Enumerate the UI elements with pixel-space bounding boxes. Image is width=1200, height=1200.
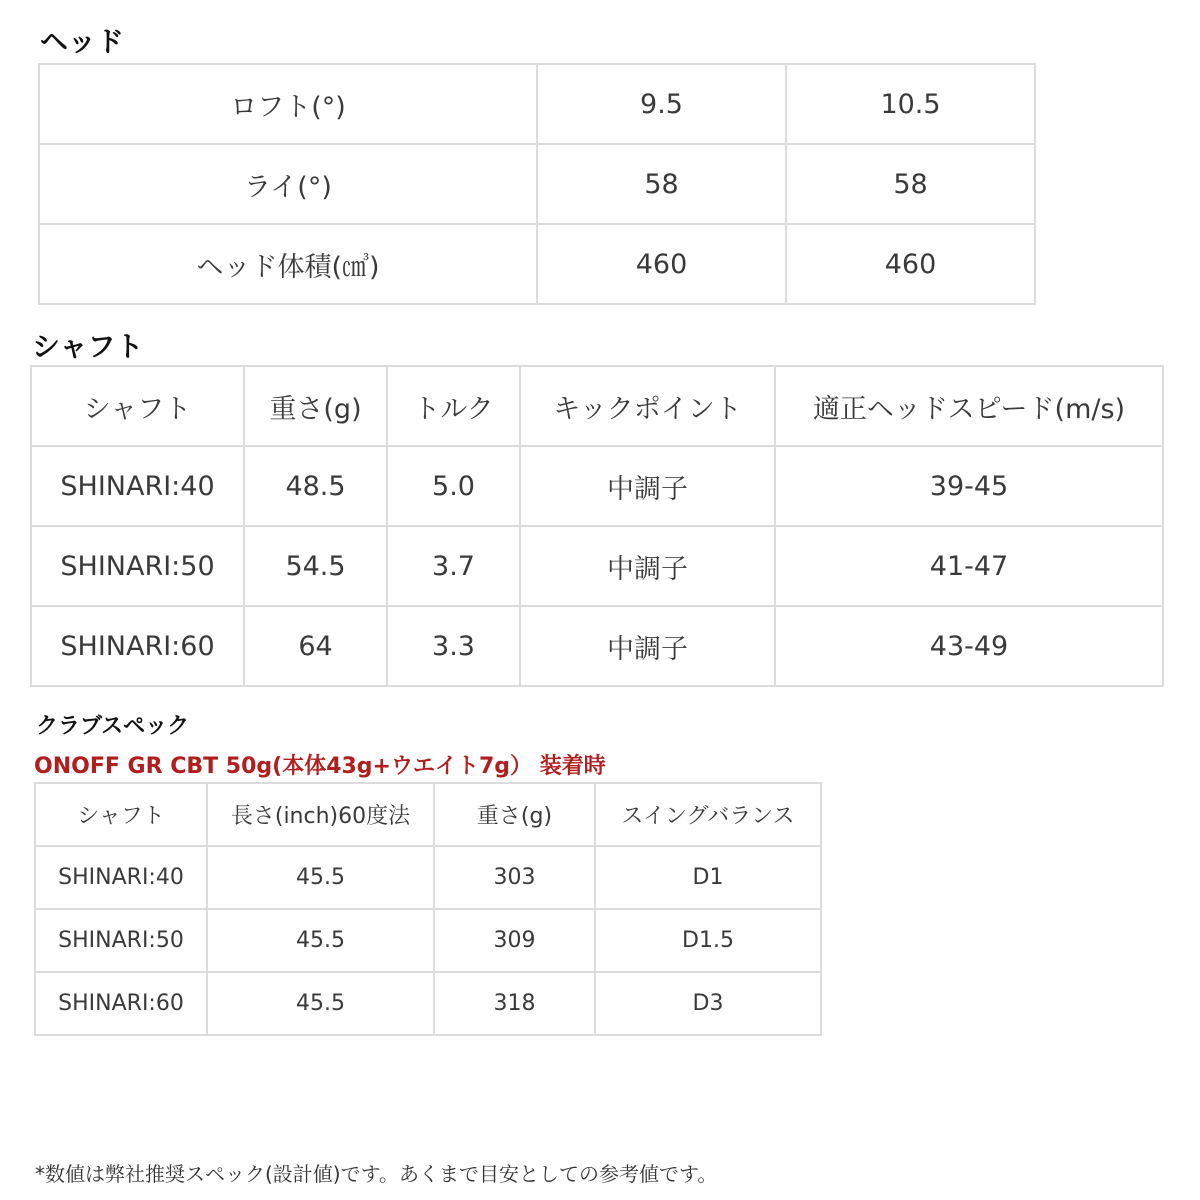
head-value-cell: 58 — [537, 144, 786, 224]
head-label-loft: ロフト(°) — [39, 64, 537, 144]
column-header: 長さ(inch)60度法 — [207, 783, 434, 846]
club-section-title: クラブスペック — [36, 714, 190, 739]
column-header: キックポイント — [520, 366, 775, 446]
table-cell: 318 — [434, 972, 595, 1035]
table-row — [35, 972, 821, 1035]
column-header: シャフト — [35, 783, 207, 846]
shaft-spec-table — [30, 365, 1164, 687]
table-cell: 39-45 — [775, 446, 1163, 526]
head-value-cell: 58 — [786, 144, 1035, 224]
table-cell: D3 — [595, 972, 821, 1035]
table-cell: D1 — [595, 846, 821, 909]
table-header-row — [35, 783, 821, 846]
table-cell: SHINARI:60 — [31, 606, 244, 686]
head-value-cell: 9.5 — [537, 64, 786, 144]
table-cell: D1.5 — [595, 909, 821, 972]
table-cell: SHINARI:50 — [31, 526, 244, 606]
column-header: シャフト — [31, 366, 244, 446]
table-row — [31, 606, 1163, 686]
table-cell: 309 — [434, 909, 595, 972]
head-section-title: ヘッド — [40, 25, 125, 58]
table-cell: SHINARI:50 — [35, 909, 207, 972]
column-header: 重さ(g) — [244, 366, 387, 446]
table-cell: 3.3 — [387, 606, 520, 686]
head-value-cell: 460 — [537, 224, 786, 304]
table-cell: 45.5 — [207, 846, 434, 909]
table-row — [31, 446, 1163, 526]
head-value-cell: 460 — [786, 224, 1035, 304]
table-cell: SHINARI:60 — [35, 972, 207, 1035]
table-header-row — [31, 366, 1163, 446]
column-header: 適正ヘッドスピード(m/s) — [775, 366, 1163, 446]
head-spec-table — [38, 63, 1036, 305]
table-cell: 303 — [434, 846, 595, 909]
club-section-subtitle: ONOFF GR CBT 50g(本体43g+ウエイト7g） 装着時 — [34, 754, 606, 779]
table-cell: 中調子 — [520, 526, 775, 606]
column-header: トルク — [387, 366, 520, 446]
head-value-cell: 10.5 — [786, 64, 1035, 144]
table-row — [39, 224, 1035, 304]
table-cell: SHINARI:40 — [35, 846, 207, 909]
table-cell: 3.7 — [387, 526, 520, 606]
head-label-volume: ヘッド体積(㎤) — [39, 224, 537, 304]
column-header: 重さ(g) — [434, 783, 595, 846]
table-cell: 54.5 — [244, 526, 387, 606]
table-row — [39, 64, 1035, 144]
table-cell: 41-47 — [775, 526, 1163, 606]
table-cell: 64 — [244, 606, 387, 686]
table-row — [39, 144, 1035, 224]
table-cell: 中調子 — [520, 446, 775, 526]
table-row — [35, 846, 821, 909]
table-cell: 48.5 — [244, 446, 387, 526]
table-cell: 中調子 — [520, 606, 775, 686]
table-cell: 45.5 — [207, 972, 434, 1035]
table-row — [35, 909, 821, 972]
table-cell: 45.5 — [207, 909, 434, 972]
column-header: スイングバランス — [595, 783, 821, 846]
table-row — [31, 526, 1163, 606]
footnote: *数値は弊社推奨スペック(設計値)です。あくまで目安としての参考値です。 — [35, 1162, 718, 1186]
club-spec-table — [34, 782, 822, 1036]
table-cell: 43-49 — [775, 606, 1163, 686]
table-cell: 5.0 — [387, 446, 520, 526]
table-cell: SHINARI:40 — [31, 446, 244, 526]
shaft-section-title: シャフト — [32, 330, 144, 363]
head-label-lie: ライ(°) — [39, 144, 537, 224]
